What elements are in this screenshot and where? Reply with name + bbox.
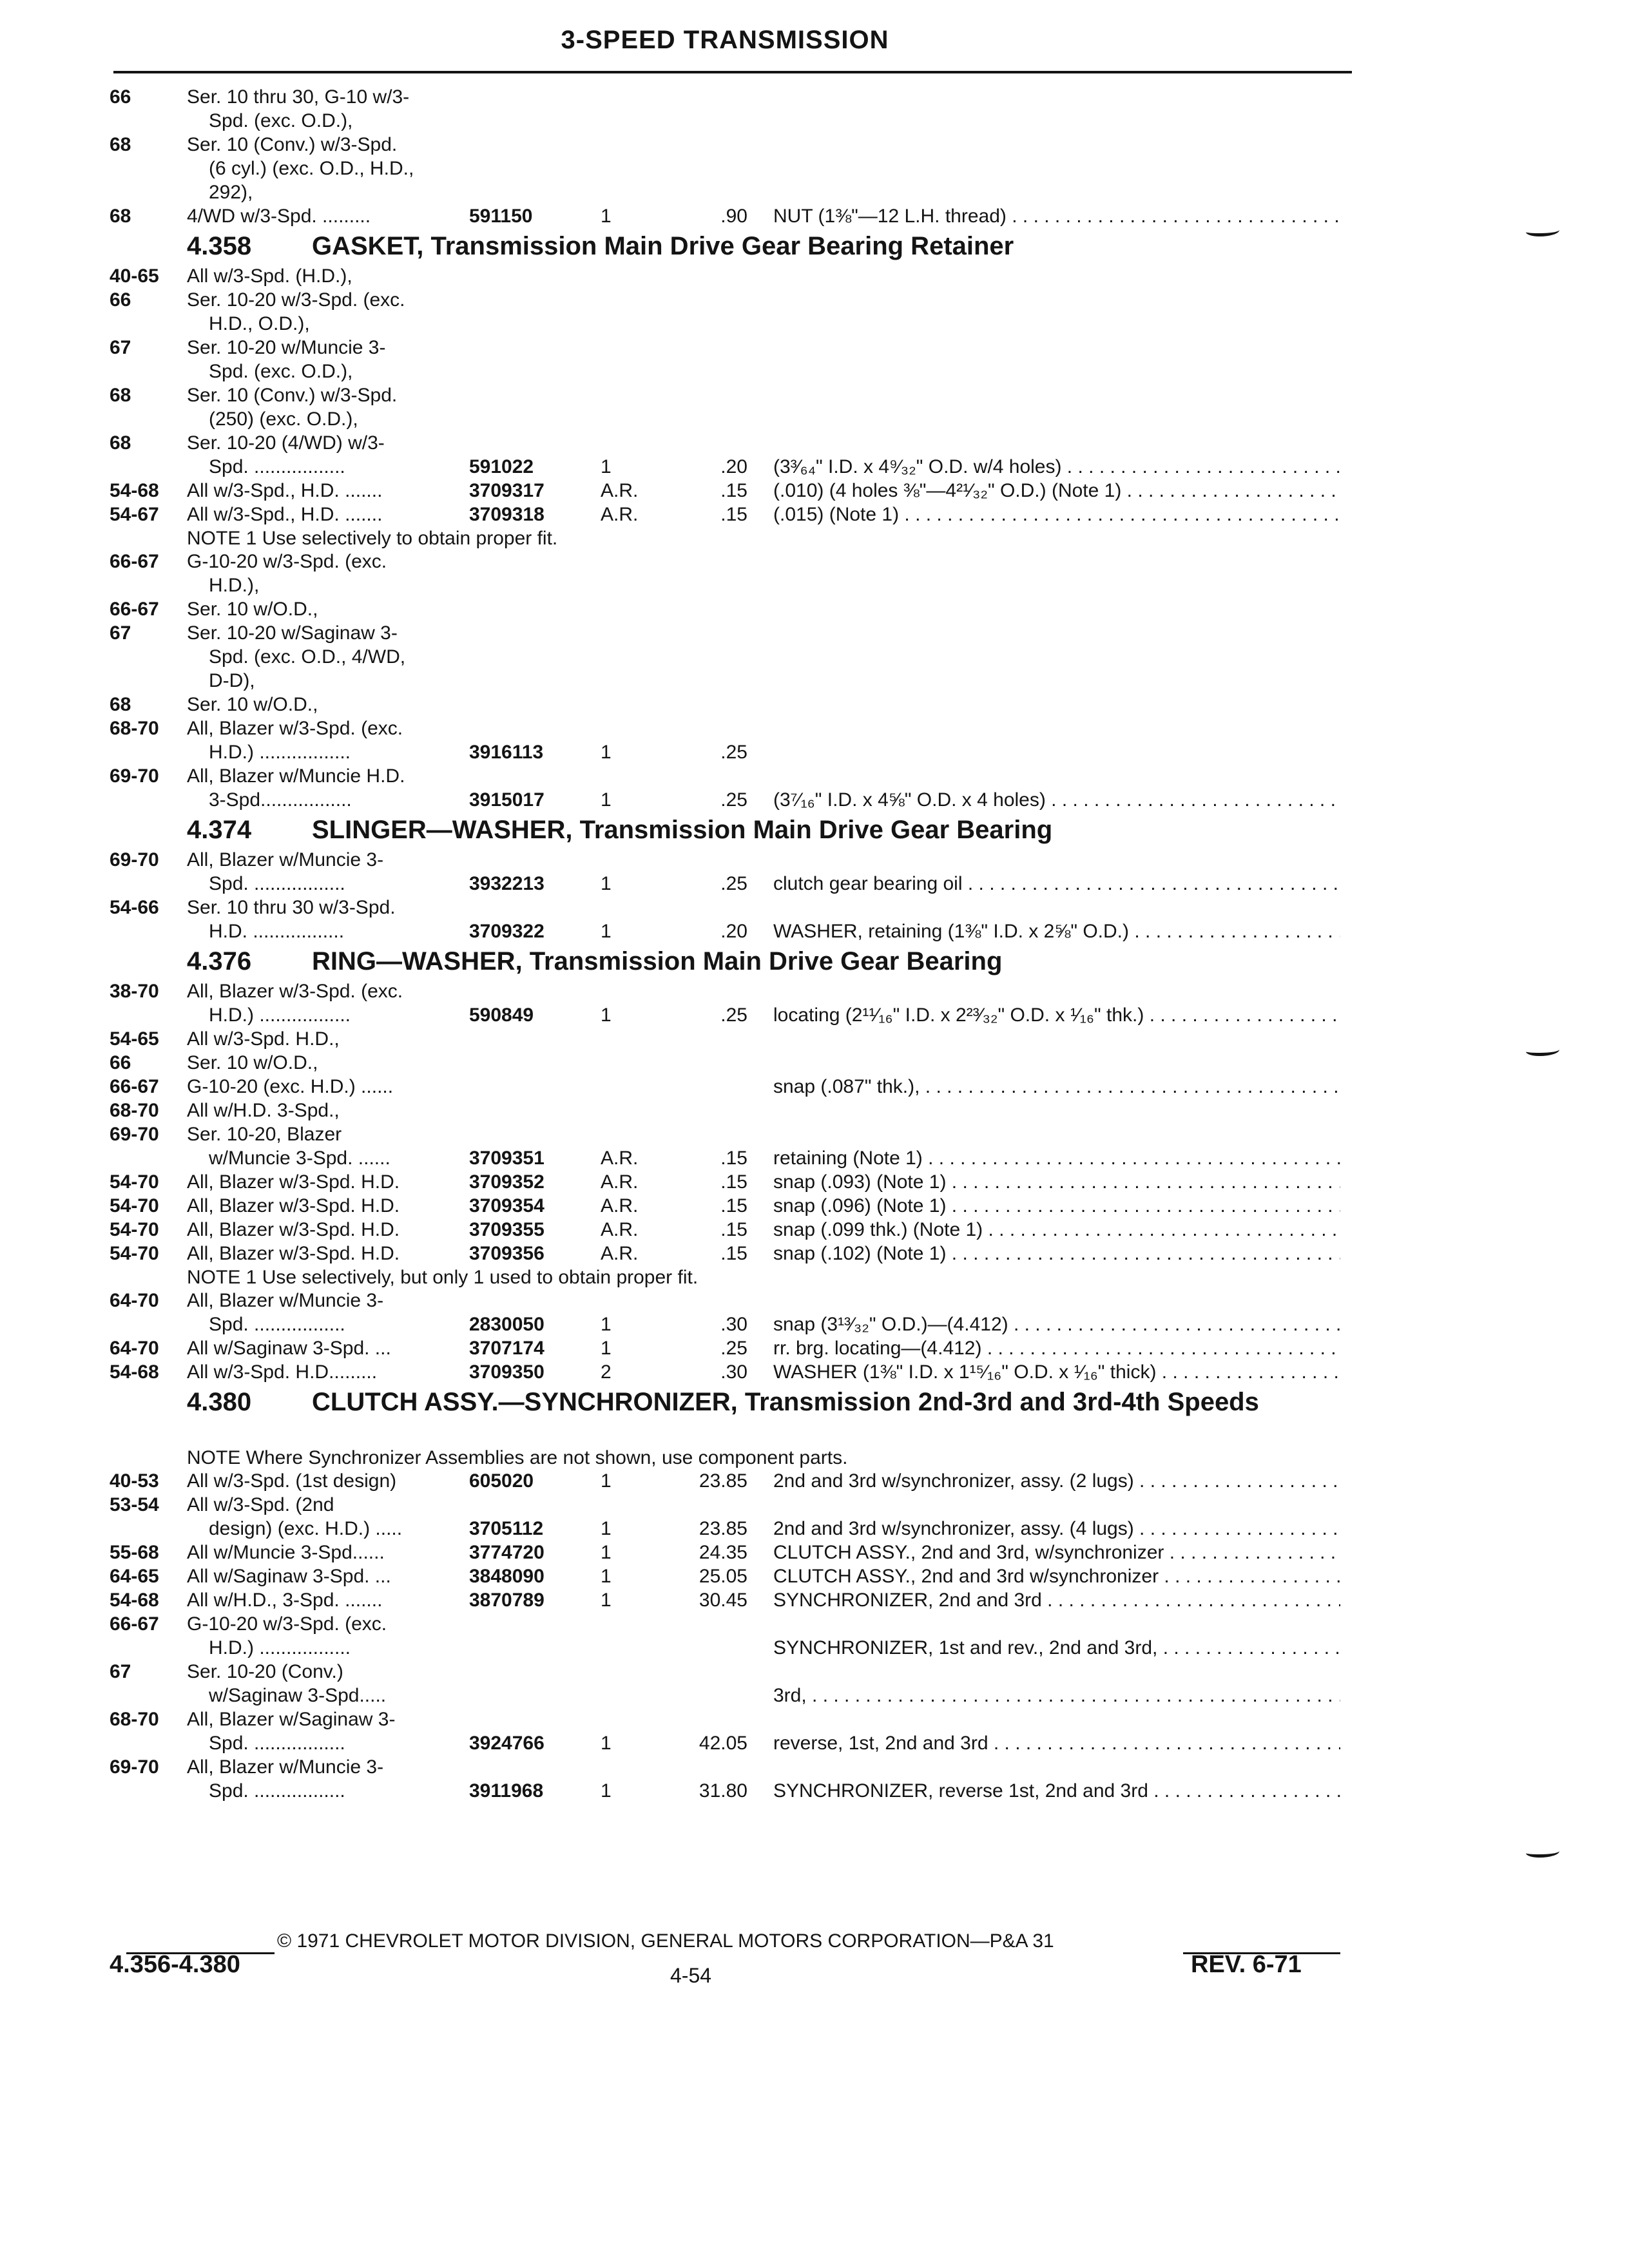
price: 31.80 bbox=[699, 1780, 747, 1802]
part-number: 3848090 bbox=[469, 1566, 545, 1587]
section-title: GASKET, Transmission Main Drive Gear Bearing Retainer bbox=[312, 232, 1014, 260]
table-row bbox=[0, 740, 1629, 764]
table-row bbox=[0, 1289, 1629, 1312]
model-years: 68-70 bbox=[110, 1709, 159, 1730]
model-years: 68 bbox=[110, 134, 131, 155]
application: Ser. 10 w/O.D., bbox=[187, 599, 318, 620]
application: Ser. 10-20 w/Muncie 3- bbox=[187, 337, 386, 358]
price: .30 bbox=[720, 1314, 747, 1335]
model-years: 66-67 bbox=[110, 1613, 159, 1635]
application: Spd. ................. bbox=[209, 456, 345, 477]
part-number: 3709350 bbox=[469, 1361, 545, 1383]
model-years: 55-68 bbox=[110, 1542, 159, 1563]
model-years: 54-65 bbox=[110, 1028, 159, 1050]
application: Ser. 10-20 w/Saginaw 3- bbox=[187, 622, 398, 644]
quantity: 1 bbox=[601, 1004, 612, 1026]
table-row bbox=[0, 716, 1629, 740]
quantity: A.R. bbox=[601, 504, 639, 525]
quantity: 1 bbox=[601, 921, 612, 942]
application: w/Saginaw 3-Spd..... bbox=[209, 1685, 387, 1706]
model-years: 67 bbox=[110, 337, 131, 358]
part-number: 3774720 bbox=[469, 1542, 545, 1563]
price: .30 bbox=[720, 1361, 747, 1383]
application: Ser. 10 w/O.D., bbox=[187, 694, 318, 715]
section-number: 4.380 bbox=[187, 1388, 252, 1416]
application: All, Blazer w/Muncie 3- bbox=[187, 1756, 384, 1778]
description: WASHER, retaining (1⅜" I.D. x 2⅝" O.D.) . . . bbox=[773, 919, 1340, 943]
application: Spd. (exc. O.D.), bbox=[209, 110, 353, 131]
table-row bbox=[0, 764, 1629, 788]
model-years: 54-70 bbox=[110, 1219, 159, 1240]
section-number: 4.374 bbox=[187, 816, 252, 844]
model-years: 66 bbox=[110, 289, 131, 311]
application: Spd. (exc. O.D.), bbox=[209, 361, 353, 382]
price: .90 bbox=[720, 206, 747, 227]
application: Ser. 10-20 (Conv.) bbox=[187, 1661, 343, 1682]
note-text: NOTE 1 Use selectively to obtain proper fit. bbox=[187, 528, 558, 549]
application: Ser. 10 (Conv.) w/3-Spd. bbox=[187, 385, 398, 406]
price: 23.85 bbox=[699, 1470, 747, 1492]
description: SYNCHRONIZER, 1st and rev., 2nd and 3rd, . . . bbox=[773, 1636, 1340, 1660]
table-row bbox=[0, 1003, 1629, 1027]
quantity: 1 bbox=[601, 1518, 612, 1539]
model-years: 68 bbox=[110, 385, 131, 406]
model-years: 66-67 bbox=[110, 599, 159, 620]
model-years: 53-54 bbox=[110, 1494, 159, 1515]
section-heading bbox=[0, 228, 1629, 264]
table-row bbox=[0, 1146, 1629, 1170]
price: .15 bbox=[720, 1148, 747, 1169]
application: All, Blazer w/3-Spd. H.D. bbox=[187, 1219, 400, 1240]
model-years: 54-68 bbox=[110, 1361, 159, 1383]
model-years: 54-67 bbox=[110, 504, 159, 525]
model-years: 64-65 bbox=[110, 1566, 159, 1587]
application: H.D.) ................. bbox=[209, 742, 351, 763]
application: All w/Saginaw 3-Spd. ... bbox=[187, 1566, 391, 1587]
description: 2nd and 3rd w/synchronizer, assy. (2 lugs) . . . bbox=[773, 1469, 1340, 1493]
application: Ser. 10-20 (4/WD) w/3- bbox=[187, 432, 385, 454]
part-number: 605020 bbox=[469, 1470, 534, 1492]
footer-section-range: 4.356-4.380 bbox=[110, 1951, 240, 1978]
quantity: 1 bbox=[601, 456, 612, 477]
model-years: 66-67 bbox=[110, 551, 159, 572]
table-row bbox=[0, 360, 1629, 383]
description: snap (.099 thk.) (Note 1) . . . bbox=[773, 1218, 1340, 1242]
application: G-10-20 w/3-Spd. (exc. bbox=[187, 1613, 387, 1635]
price: 30.45 bbox=[699, 1590, 747, 1611]
description: (3⁷⁄₁₆" I.D. x 4⅝" O.D. x 4 holes) . . . bbox=[773, 788, 1340, 812]
table-row bbox=[0, 896, 1629, 919]
description: CLUTCH ASSY., 2nd and 3rd, w/synchronizer . . . bbox=[773, 1541, 1340, 1564]
model-years: 67 bbox=[110, 622, 131, 644]
section-heading bbox=[0, 1384, 1629, 1446]
description: SYNCHRONIZER, 2nd and 3rd . . . bbox=[773, 1588, 1340, 1612]
quantity: 1 bbox=[601, 789, 612, 811]
price: 23.85 bbox=[699, 1518, 747, 1539]
table-row bbox=[0, 288, 1629, 312]
table-row bbox=[0, 1564, 1629, 1588]
table-row bbox=[0, 85, 1629, 109]
application: (250) (exc. O.D.), bbox=[209, 408, 358, 430]
description: 3rd, . . . bbox=[773, 1684, 1340, 1707]
page-title: 3-SPEED TRANSMISSION bbox=[561, 26, 889, 54]
footer-copyright: © 1971 CHEVROLET MOTOR DIVISION, GENERAL MOTORS CORPORATION—P&A 31 bbox=[277, 1930, 1054, 1952]
quantity: 1 bbox=[601, 1733, 612, 1754]
price: .25 bbox=[720, 873, 747, 894]
application: All w/3-Spd., H.D. ....... bbox=[187, 480, 383, 501]
application: H.D. ................. bbox=[209, 921, 345, 942]
model-years: 68-70 bbox=[110, 718, 159, 739]
part-number: 591150 bbox=[469, 206, 533, 227]
table-row bbox=[0, 1517, 1629, 1541]
price: 42.05 bbox=[699, 1733, 747, 1754]
part-number: 3709351 bbox=[469, 1148, 545, 1169]
table-row bbox=[0, 788, 1629, 812]
price: .15 bbox=[720, 1195, 747, 1216]
table-row bbox=[0, 431, 1629, 455]
application: All w/3-Spd. (2nd bbox=[187, 1494, 334, 1515]
model-years: 54-66 bbox=[110, 897, 159, 918]
model-years: 54-70 bbox=[110, 1171, 159, 1193]
table-row bbox=[0, 133, 1629, 157]
application: All w/3-Spd., H.D. ....... bbox=[187, 504, 383, 525]
model-years: 69-70 bbox=[110, 1756, 159, 1778]
section-title: CLUTCH ASSY.—SYNCHRONIZER, Transmission 2nd-3rd and 3rd-4th Speeds bbox=[312, 1388, 1259, 1416]
table-row bbox=[0, 1170, 1629, 1194]
table-row bbox=[0, 1588, 1629, 1612]
price: .20 bbox=[720, 456, 747, 477]
table-row bbox=[0, 180, 1629, 204]
application: Spd. ................. bbox=[209, 1780, 345, 1802]
application: w/Muncie 3-Spd. ...... bbox=[209, 1148, 390, 1169]
quantity: A.R. bbox=[601, 1148, 639, 1169]
price: 24.35 bbox=[699, 1542, 747, 1563]
description: SYNCHRONIZER, reverse 1st, 2nd and 3rd . . . bbox=[773, 1779, 1340, 1803]
model-years: 66-67 bbox=[110, 1076, 159, 1097]
application: All w/3-Spd. H.D......... bbox=[187, 1361, 378, 1383]
application: G-10-20 w/3-Spd. (exc. bbox=[187, 551, 387, 572]
application: All w/3-Spd. (H.D.), bbox=[187, 265, 352, 287]
table-row bbox=[0, 1469, 1629, 1493]
table-row bbox=[0, 407, 1629, 431]
quantity: 1 bbox=[601, 1780, 612, 1802]
application: Spd. ................. bbox=[209, 1733, 345, 1754]
margin-mark bbox=[1526, 1847, 1559, 1858]
application: Ser. 10-20, Blazer bbox=[187, 1124, 342, 1145]
model-years: 68-70 bbox=[110, 1100, 159, 1121]
description: retaining (Note 1) . . . bbox=[773, 1146, 1340, 1170]
quantity: 1 bbox=[601, 1314, 612, 1335]
footer-revision: REV. 6-71 bbox=[1191, 1951, 1302, 1978]
section-heading bbox=[0, 812, 1629, 848]
table-row bbox=[0, 872, 1629, 896]
table-row bbox=[0, 204, 1629, 228]
model-years: 64-70 bbox=[110, 1338, 159, 1359]
part-number: 3932213 bbox=[469, 873, 545, 894]
application: 3-Spd................. bbox=[209, 789, 352, 811]
section-heading bbox=[0, 943, 1629, 979]
part-number: 3709322 bbox=[469, 921, 545, 942]
price: .25 bbox=[720, 742, 747, 763]
header-rule bbox=[113, 71, 1352, 73]
table-row bbox=[0, 1242, 1629, 1265]
model-years: 54-70 bbox=[110, 1243, 159, 1264]
application: All, Blazer w/3-Spd. (exc. bbox=[187, 981, 403, 1002]
application: All w/Muncie 3-Spd...... bbox=[187, 1542, 385, 1563]
table-row bbox=[0, 312, 1629, 336]
model-years: 69-70 bbox=[110, 1124, 159, 1145]
table-row bbox=[0, 979, 1629, 1003]
application: Ser. 10 thru 30 w/3-Spd. bbox=[187, 897, 396, 918]
application: (6 cyl.) (exc. O.D., H.D., bbox=[209, 158, 414, 179]
table-row bbox=[0, 1660, 1629, 1684]
application: All w/3-Spd. H.D., bbox=[187, 1028, 340, 1050]
model-years: 68 bbox=[110, 694, 131, 715]
price: .15 bbox=[720, 504, 747, 525]
table-row bbox=[0, 1612, 1629, 1636]
model-years: 69-70 bbox=[110, 765, 159, 787]
application: Spd. ................. bbox=[209, 1314, 345, 1335]
description: snap (.093) (Note 1) . . . bbox=[773, 1170, 1340, 1194]
part-number: 3709354 bbox=[469, 1195, 545, 1216]
part-number: 3709352 bbox=[469, 1171, 545, 1193]
table-row bbox=[0, 1755, 1629, 1779]
quantity: 1 bbox=[601, 873, 612, 894]
description: snap (.096) (Note 1) . . . bbox=[773, 1194, 1340, 1218]
description: NUT (1⅜"—12 L.H. thread) . . . bbox=[773, 204, 1340, 228]
part-number: 3916113 bbox=[469, 742, 544, 763]
application: All, Blazer w/Muncie 3- bbox=[187, 849, 384, 870]
description: CLUTCH ASSY., 2nd and 3rd w/synchronizer . . . bbox=[773, 1564, 1340, 1588]
model-years: 40-65 bbox=[110, 265, 159, 287]
table-row bbox=[0, 1099, 1629, 1122]
application: H.D., O.D.), bbox=[209, 313, 310, 334]
quantity: A.R. bbox=[601, 480, 639, 501]
application: All, Blazer w/3-Spd. H.D. bbox=[187, 1243, 400, 1264]
description: locating (2¹¹⁄₁₆" I.D. x 2²³⁄₃₂" O.D. x ¹⁄₁₆" thk.) . . . bbox=[773, 1003, 1340, 1027]
model-years: 68 bbox=[110, 432, 131, 454]
quantity: 1 bbox=[601, 1338, 612, 1359]
description: snap (.087" thk.), . . . bbox=[773, 1075, 1340, 1099]
application: Spd. (exc. O.D., 4/WD, bbox=[209, 646, 406, 668]
model-years: 66 bbox=[110, 86, 131, 108]
application: G-10-20 (exc. H.D.) ...... bbox=[187, 1076, 394, 1097]
application: Ser. 10 thru 30, G-10 w/3- bbox=[187, 86, 410, 108]
application: 292), bbox=[209, 182, 253, 203]
table-row bbox=[0, 1360, 1629, 1384]
quantity: 1 bbox=[601, 1566, 612, 1587]
part-number: 3870789 bbox=[469, 1590, 545, 1611]
note-row bbox=[0, 1265, 1629, 1289]
part-number: 3911968 bbox=[469, 1780, 544, 1802]
price: .25 bbox=[720, 1004, 747, 1026]
table-row bbox=[0, 573, 1629, 597]
part-number: 3705112 bbox=[469, 1518, 544, 1539]
model-years: 68 bbox=[110, 206, 131, 227]
application: All w/3-Spd. (1st design) bbox=[187, 1470, 397, 1492]
quantity: 1 bbox=[601, 742, 612, 763]
table-row bbox=[0, 848, 1629, 872]
application: All, Blazer w/3-Spd. (exc. bbox=[187, 718, 403, 739]
page-number: 4-54 bbox=[670, 1964, 712, 1987]
part-number: 3709356 bbox=[469, 1243, 545, 1264]
part-number: 3924766 bbox=[469, 1733, 545, 1754]
quantity: 1 bbox=[601, 206, 612, 227]
description: (.010) (4 holes ⅜"—4²¹⁄₃₂" O.D.) (Note 1) . . . bbox=[773, 479, 1340, 503]
price: 25.05 bbox=[699, 1566, 747, 1587]
part-number: 3707174 bbox=[469, 1338, 545, 1359]
description: rr. brg. locating—(4.412) . . . bbox=[773, 1336, 1340, 1360]
price: .15 bbox=[720, 1219, 747, 1240]
description: clutch gear bearing oil . . . bbox=[773, 872, 1340, 896]
part-number: 3709355 bbox=[469, 1219, 545, 1240]
table-row bbox=[0, 383, 1629, 407]
quantity: 1 bbox=[601, 1590, 612, 1611]
section-title: RING—WASHER, Transmission Main Drive Gear Bearing bbox=[312, 947, 1003, 975]
table-row bbox=[0, 479, 1629, 503]
quantity: 2 bbox=[601, 1361, 612, 1383]
application: All w/H.D., 3-Spd. ....... bbox=[187, 1590, 383, 1611]
table-row bbox=[0, 1779, 1629, 1803]
model-years: 40-53 bbox=[110, 1470, 159, 1492]
note-text: NOTE 1 Use selectively, but only 1 used to obtain proper fit. bbox=[187, 1267, 699, 1288]
application: H.D.) ................. bbox=[209, 1004, 351, 1026]
table-row bbox=[0, 503, 1629, 526]
price: .25 bbox=[720, 789, 747, 811]
model-years: 54-68 bbox=[110, 480, 159, 501]
price: .15 bbox=[720, 1243, 747, 1264]
table-row bbox=[0, 669, 1629, 693]
table-row bbox=[0, 1051, 1629, 1075]
note-row bbox=[0, 526, 1629, 550]
model-years: 54-70 bbox=[110, 1195, 159, 1216]
note-row bbox=[0, 1446, 1629, 1469]
description: 2nd and 3rd w/synchronizer, assy. (4 lugs) . . . bbox=[773, 1517, 1340, 1541]
part-number: 591022 bbox=[469, 456, 534, 477]
table-row bbox=[0, 693, 1629, 716]
application: All, Blazer w/3-Spd. H.D. bbox=[187, 1171, 400, 1193]
price: .25 bbox=[720, 1338, 747, 1359]
application: Ser. 10 w/O.D., bbox=[187, 1052, 318, 1073]
note-text: NOTE Where Synchronizer Assemblies are not shown, use component parts. bbox=[187, 1447, 848, 1468]
part-number: 3709317 bbox=[469, 480, 545, 501]
part-number: 3915017 bbox=[469, 789, 545, 811]
application: All, Blazer w/3-Spd. H.D. bbox=[187, 1195, 400, 1216]
quantity: A.R. bbox=[601, 1171, 639, 1193]
application: All, Blazer w/Muncie H.D. bbox=[187, 765, 405, 787]
table-row bbox=[0, 1218, 1629, 1242]
table-row bbox=[0, 157, 1629, 180]
table-row bbox=[0, 1122, 1629, 1146]
quantity: A.R. bbox=[601, 1195, 639, 1216]
table-row bbox=[0, 1075, 1629, 1099]
application: Ser. 10-20 w/3-Spd. (exc. bbox=[187, 289, 405, 311]
table-row bbox=[0, 455, 1629, 479]
model-years: 64-70 bbox=[110, 1290, 159, 1311]
table-row bbox=[0, 1312, 1629, 1336]
table-row bbox=[0, 645, 1629, 669]
table-row bbox=[0, 336, 1629, 360]
table-row bbox=[0, 919, 1629, 943]
model-years: 69-70 bbox=[110, 849, 159, 870]
table-row bbox=[0, 1336, 1629, 1360]
part-number: 2830050 bbox=[469, 1314, 545, 1335]
section-number: 4.358 bbox=[187, 232, 252, 260]
description: snap (.102) (Note 1) . . . bbox=[773, 1242, 1340, 1265]
description: reverse, 1st, 2nd and 3rd . . . bbox=[773, 1731, 1340, 1755]
quantity: A.R. bbox=[601, 1243, 639, 1264]
description: (3³⁄₆₄" I.D. x 4⁹⁄₃₂" O.D. w/4 holes) . . . bbox=[773, 455, 1340, 479]
section-title: SLINGER—WASHER, Transmission Main Drive Gear Bearing bbox=[312, 816, 1053, 844]
section-number: 4.376 bbox=[187, 947, 252, 975]
model-years: 38-70 bbox=[110, 981, 159, 1002]
model-years: 67 bbox=[110, 1661, 131, 1682]
table-row bbox=[0, 1707, 1629, 1731]
table-row bbox=[0, 1636, 1629, 1660]
application: All, Blazer w/Muncie 3- bbox=[187, 1290, 384, 1311]
table-row bbox=[0, 109, 1629, 133]
application: H.D.), bbox=[209, 575, 260, 596]
table-row bbox=[0, 1541, 1629, 1564]
description: WASHER (1⅜" I.D. x 1¹⁵⁄₁₆" O.D. x ¹⁄₁₆" thick) . . . bbox=[773, 1360, 1340, 1384]
application: H.D.) ................. bbox=[209, 1637, 351, 1658]
application: All w/Saginaw 3-Spd. ... bbox=[187, 1338, 391, 1359]
description: snap (3¹³⁄₃₂" O.D.)—(4.412) . . . bbox=[773, 1312, 1340, 1336]
part-number: 3709318 bbox=[469, 504, 545, 525]
quantity: A.R. bbox=[601, 1219, 639, 1240]
application: 4/WD w/3-Spd. ......... bbox=[187, 206, 371, 227]
description: (.015) (Note 1) . . . bbox=[773, 503, 1340, 526]
price: .15 bbox=[720, 480, 747, 501]
table-row bbox=[0, 597, 1629, 621]
table-row bbox=[0, 550, 1629, 573]
table-row bbox=[0, 621, 1629, 645]
table-row bbox=[0, 1027, 1629, 1051]
application: Spd. ................. bbox=[209, 873, 345, 894]
application: Ser. 10 (Conv.) w/3-Spd. bbox=[187, 134, 398, 155]
quantity: 1 bbox=[601, 1470, 612, 1492]
table-row bbox=[0, 264, 1629, 288]
parts-list bbox=[0, 85, 1629, 1803]
table-row bbox=[0, 1684, 1629, 1707]
price: .15 bbox=[720, 1171, 747, 1193]
table-row bbox=[0, 1731, 1629, 1755]
application: design) (exc. H.D.) ..... bbox=[209, 1518, 403, 1539]
application: D-D), bbox=[209, 670, 255, 691]
quantity: 1 bbox=[601, 1542, 612, 1563]
table-row bbox=[0, 1493, 1629, 1517]
price: .20 bbox=[720, 921, 747, 942]
model-years: 66 bbox=[110, 1052, 131, 1073]
part-number: 590849 bbox=[469, 1004, 534, 1026]
table-row bbox=[0, 1194, 1629, 1218]
application: All, Blazer w/Saginaw 3- bbox=[187, 1709, 396, 1730]
application: All w/H.D. 3-Spd., bbox=[187, 1100, 340, 1121]
model-years: 54-68 bbox=[110, 1590, 159, 1611]
